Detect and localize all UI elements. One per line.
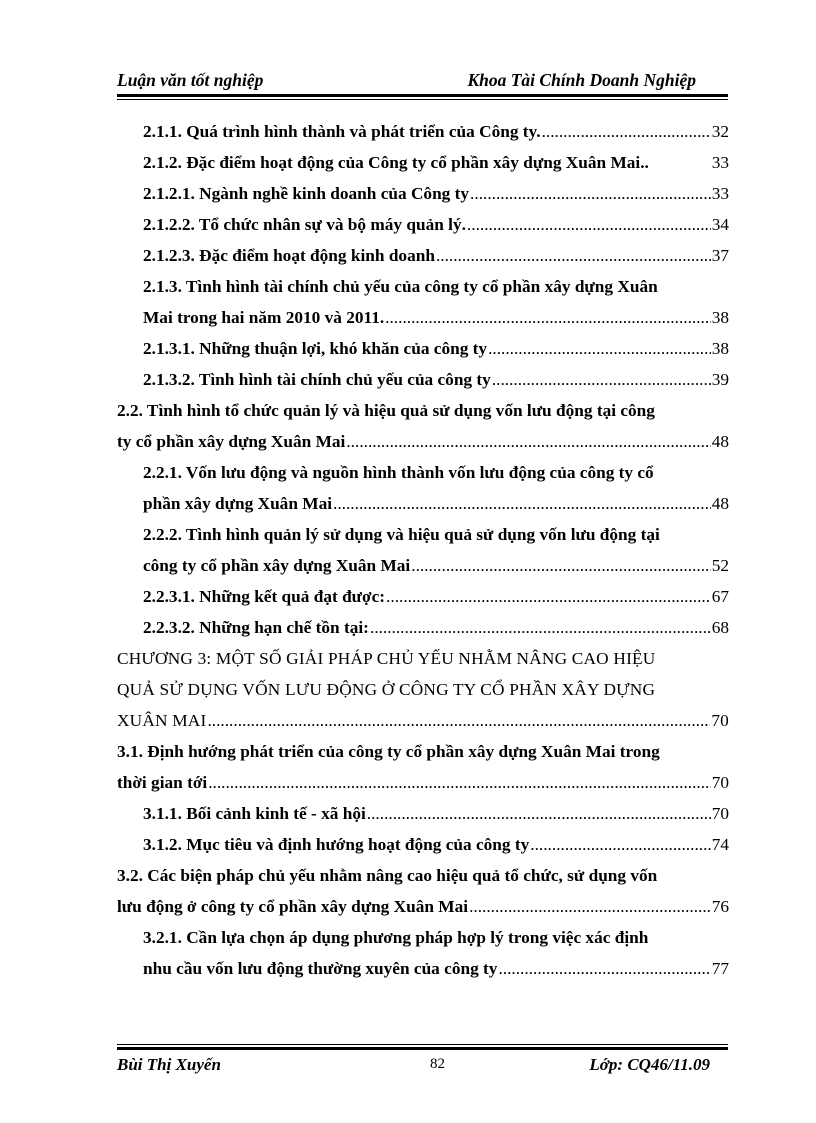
class-label: Lớp: CQ46/11.09	[589, 1055, 710, 1074]
toc-entry-page: 34	[711, 215, 729, 234]
footer-rule-thick	[117, 1047, 728, 1050]
toc-entry-line	[117, 457, 729, 488]
toc-entry-title: 2.1.1. Quá trình hình thành và phát triển của Công ty.	[143, 122, 541, 141]
header-faculty-label: Khoa Tài Chính Doanh Nghiệp	[467, 70, 696, 90]
toc-entry-page: 33	[711, 184, 729, 203]
toc-entry	[117, 240, 729, 271]
toc-entry	[117, 426, 729, 457]
header-rule-thick	[117, 94, 728, 97]
page-number: 82	[430, 1056, 445, 1072]
toc-entry-title: 3.2.1. Cần lựa chọn áp dụng phương pháp hợp lý trong việc xác định	[143, 928, 649, 947]
toc-entry-line	[117, 860, 729, 891]
toc-entry-line	[117, 271, 729, 302]
header-thesis-label: Luận văn tốt nghiệp	[117, 70, 264, 90]
toc-entry	[117, 488, 729, 519]
toc-entry-page: 37	[711, 246, 729, 265]
toc-entry	[117, 178, 729, 209]
page-header	[117, 68, 728, 94]
toc-entry-page: 32	[711, 122, 729, 141]
toc-entry-page: 48	[711, 494, 729, 513]
toc-entry-title: 2.1.2.3. Đặc điểm hoạt động kinh doanh	[143, 246, 435, 265]
toc-entry-page: 70	[711, 773, 729, 792]
toc-entry-line	[117, 519, 729, 550]
toc-entry-title: 2.2.3.2. Những hạn chế tồn tại:	[143, 618, 369, 637]
toc-entry-line	[117, 736, 729, 767]
toc-entry	[117, 209, 729, 240]
toc-entry-title: 2.2.2. Tình hình quản lý sử dụng và hiệu quả sử dụng vốn lưu động tại	[143, 525, 660, 544]
toc-entry-title-cont: ty cổ phần xây dựng Xuân Mai	[117, 432, 346, 451]
toc-entry-title: 2.2. Tình hình tổ chức quản lý và hiệu quả sử dụng vốn lưu động tại công	[117, 401, 655, 420]
toc-entry	[117, 612, 729, 643]
toc-entry	[117, 798, 729, 829]
toc-entry	[117, 333, 729, 364]
header-rule-thin	[117, 99, 728, 100]
toc-entry-page: 76	[711, 897, 729, 916]
toc-entry-title: 3.2. Các biện pháp chủ yếu nhằm nâng cao hiệu quả tổ chức, sử dụng vốn	[117, 866, 658, 885]
toc-entry-page: 77	[711, 959, 729, 978]
toc-entry	[117, 767, 729, 798]
toc-entry	[117, 953, 729, 984]
toc-entry-title: 3.1.1. Bối cảnh kinh tế - xã hội	[143, 804, 366, 823]
toc-entry-title-cont: Mai trong hai năm 2010 và 2011.	[143, 308, 385, 327]
author-name: Bùi Thị Xuyến	[117, 1055, 221, 1074]
toc-entry-line	[117, 643, 729, 674]
toc-entry-title: 2.2.1. Vốn lưu động và nguồn hình thành vốn lưu động của công ty cổ	[143, 463, 654, 482]
toc-entry-page: 52	[711, 556, 729, 575]
toc-entry	[117, 302, 729, 333]
toc-entry	[117, 116, 729, 147]
toc-entry-title: 2.1.2. Đặc điểm hoạt động của Công ty cổ phần xây dựng Xuân Mai..	[143, 153, 649, 172]
toc-entry	[117, 705, 729, 736]
toc-entry	[117, 364, 729, 395]
toc-entry-page: 70	[711, 804, 729, 823]
toc-entry-line	[117, 395, 729, 426]
table-of-contents	[117, 116, 729, 984]
footer-rule-thin	[117, 1044, 728, 1045]
toc-entry-page: 33	[711, 153, 729, 172]
toc-entry-page: 67	[711, 587, 729, 606]
toc-chapter-title-cont: XUÂN MAI	[117, 711, 207, 730]
toc-entry-page: 74	[711, 835, 729, 854]
toc-entry-title: 2.1.2.1. Ngành nghề kinh doanh của Công ty	[143, 184, 470, 203]
toc-entry-title-cont: phần xây dựng Xuân Mai	[143, 494, 333, 513]
page-footer	[117, 1055, 728, 1079]
toc-entry	[117, 147, 729, 178]
toc-entry	[117, 550, 729, 581]
toc-entry-title-cont: lưu động ở công ty cổ phần xây dựng Xuân Mai	[117, 897, 469, 916]
toc-entry-title: 2.1.3.2. Tình hình tài chính chủ yếu của công ty	[143, 370, 491, 389]
toc-entry-title: 2.1.2.2. Tổ chức nhân sự và bộ máy quản lý.	[143, 215, 466, 234]
toc-entry-title: 3.1. Định hướng phát triển của công ty cổ phần xây dựng Xuân Mai trong	[117, 742, 660, 761]
toc-entry-page: 68	[711, 618, 729, 637]
toc-entry-title: 3.1.2. Mục tiêu và định hướng hoạt động của công ty	[143, 835, 530, 854]
toc-entry-line	[117, 674, 729, 705]
toc-entry-page: 70	[711, 711, 729, 730]
toc-entry-title: 2.2.3.1. Những kết quả đạt được:	[143, 587, 386, 606]
toc-entry-title-cont: thời gian tới	[117, 773, 208, 792]
toc-chapter-title-cont: QUẢ SỬ DỤNG VỐN LƯU ĐỘNG Ở CÔNG TY CỔ PHẦN XÂY DỰNG	[117, 680, 656, 699]
toc-entry-line	[117, 922, 729, 953]
toc-entry-page: 38	[711, 308, 729, 327]
toc-entry-page: 38	[711, 339, 729, 358]
toc-entry	[117, 829, 729, 860]
toc-chapter-title: CHƯƠNG 3: MỘT SỐ GIẢI PHÁP CHỦ YẾU NHẰM NÂNG CAO HIỆU	[117, 649, 656, 668]
toc-entry	[117, 581, 729, 612]
toc-entry	[117, 891, 729, 922]
toc-entry-title-cont: công ty cổ phần xây dựng Xuân Mai	[143, 556, 411, 575]
toc-entry-page: 39	[711, 370, 729, 389]
toc-entry-page: 48	[711, 432, 729, 451]
toc-entry-title: 2.1.3.1. Những thuận lợi, khó khăn của công ty	[143, 339, 488, 358]
toc-entry-title-cont: nhu cầu vốn lưu động thường xuyên của công ty	[143, 959, 498, 978]
toc-entry-title: 2.1.3. Tình hình tài chính chủ yếu của công ty cổ phần xây dựng Xuân	[143, 277, 658, 296]
